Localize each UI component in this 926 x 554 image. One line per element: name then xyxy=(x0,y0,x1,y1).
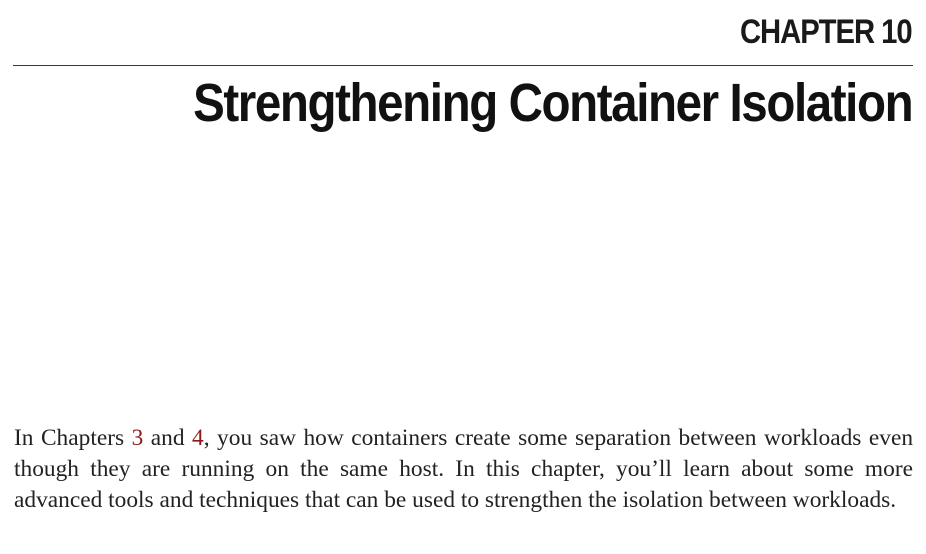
intro-text-part2: and xyxy=(143,425,193,451)
chapter-4-link[interactable]: 4 xyxy=(192,425,204,451)
chapter-number: CHAPTER 10 xyxy=(740,13,912,51)
chapter-3-link[interactable]: 3 xyxy=(131,425,144,451)
chapter-divider xyxy=(13,65,913,66)
chapter-title: Strengthening Container Isolation xyxy=(192,73,912,133)
intro-text-part1: In Chapters xyxy=(14,425,132,451)
intro-text-part3: , you saw how containers create some separation between workloads even though they are running on the same host. In this chapter, you’ll learn about some more advanced tools and techniques that can be used to strengthen the isolation between workloads. xyxy=(14,425,914,513)
intro-paragraph xyxy=(14,423,913,516)
